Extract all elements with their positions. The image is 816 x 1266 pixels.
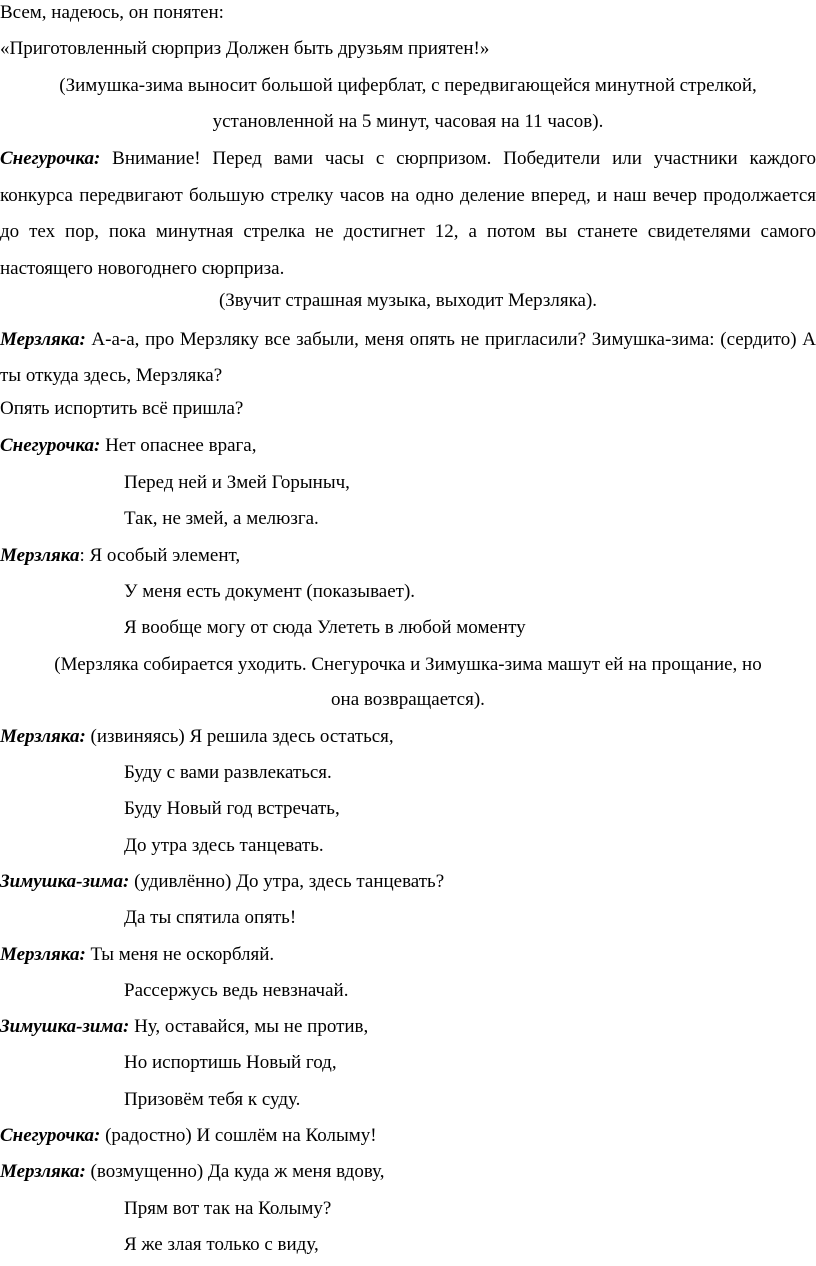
speaker-name: Мерзляка: bbox=[0, 726, 86, 747]
dialogue-line bbox=[0, 1119, 816, 1153]
dialogue-text: А-а-а, про Мерзляку все забыли, меня опять не пригласили? Зимушка-зима: (сердито) А ты откуда здесь, Мерзляка? bbox=[0, 329, 816, 386]
speaker-name: Зимушка-зима: bbox=[0, 1016, 130, 1037]
dialogue-text: Ты меня не оскорбляй. bbox=[85, 944, 275, 965]
speaker-name: Мерзляка: bbox=[0, 944, 86, 965]
dialogue-text: Ну, оставайся, мы не против, bbox=[129, 1016, 369, 1037]
verse-line: Но испортишь Новый год, bbox=[124, 1052, 337, 1073]
dialogue-text: (удивлённо) До утра, здесь танцевать? bbox=[129, 871, 445, 892]
verse-line: Буду Новый год встречать, bbox=[124, 798, 340, 819]
dialogue-line bbox=[0, 1155, 816, 1189]
dialogue-text: Внимание! Перед вами часы с сюрпризом. Победители или участники каждого конкурса передвигают большую стрелку часов на одно деление вперед, и наш вечер продолжается до тех пор, пока минутная стрелка не достигнет 12, а потом вы станете свидетелями самого настоящего новогоднего сюрприза. bbox=[0, 148, 816, 279]
speaker-name: Мерзляка: bbox=[0, 329, 86, 350]
stage-direction: (Зимушка-зима выносит большой циферблат, с передвигающейся минутной стрелкой, bbox=[59, 75, 757, 96]
text-line: «Приготовленный сюрприз Должен быть друзьям приятен!» bbox=[0, 38, 490, 59]
verse-line: До утра здесь танцевать. bbox=[124, 835, 324, 856]
verse-line: Прям вот так на Колыму? bbox=[124, 1198, 332, 1219]
verse-line: Рассержусь ведь невзначай. bbox=[124, 980, 349, 1001]
dialogue-text: Нет опаснее врага, bbox=[100, 435, 257, 456]
dialogue-line bbox=[0, 429, 816, 463]
dialogue-line bbox=[0, 720, 816, 754]
verse-line: Так, не змей, а мелюзга. bbox=[124, 508, 319, 529]
dialogue-paragraph bbox=[0, 141, 816, 287]
speaker-name: Мерзляка bbox=[0, 545, 80, 566]
dialogue-paragraph bbox=[0, 322, 816, 394]
dialogue-text: (радостно) И сошлём на Колыму! bbox=[100, 1125, 377, 1146]
speaker-name: Снегурочка: bbox=[0, 435, 101, 456]
dialogue-line bbox=[0, 539, 816, 573]
dialogue-line bbox=[0, 1010, 816, 1044]
text-line: Всем, надеюсь, он понятен: bbox=[0, 2, 224, 23]
dialogue-line bbox=[0, 938, 816, 972]
dialogue-text: (извиняясь) Я решила здесь остаться, bbox=[85, 726, 394, 747]
speaker-name: Мерзляка: bbox=[0, 1161, 86, 1182]
speaker-name: Снегурочка: bbox=[0, 148, 101, 169]
speaker-name: Зимушка-зима: bbox=[0, 871, 130, 892]
dialogue-line bbox=[0, 865, 816, 899]
stage-direction: (Мерзляка собирается уходить. Снегурочка и Зимушка-зима машут ей на прощание, но bbox=[54, 654, 762, 675]
stage-direction: установленной на 5 минут, часовая на 11 часов). bbox=[212, 111, 604, 132]
verse-line: Я вообще могу от сюда Улететь в любой моменту bbox=[124, 617, 526, 638]
dialogue-text: : Я особый элемент, bbox=[79, 545, 241, 566]
verse-line: Буду с вами развлекаться. bbox=[124, 762, 332, 783]
speaker-name: Снегурочка: bbox=[0, 1125, 101, 1146]
verse-line: Перед ней и Змей Горыныч, bbox=[124, 472, 350, 493]
verse-line: У меня есть документ (показывает). bbox=[124, 581, 416, 602]
dialogue-text: (возмущенно) Да куда ж меня вдову, bbox=[85, 1161, 385, 1182]
verse-line: Да ты спятила опять! bbox=[124, 907, 297, 928]
stage-direction: (Звучит страшная музыка, выходит Мерзляка). bbox=[218, 290, 598, 311]
text-line: Опять испортить всё пришла? bbox=[0, 398, 244, 419]
verse-line: Призовём тебя к суду. bbox=[124, 1089, 301, 1110]
verse-line: Я же злая только с виду, bbox=[124, 1234, 319, 1255]
stage-direction: она возвращается). bbox=[331, 689, 485, 710]
